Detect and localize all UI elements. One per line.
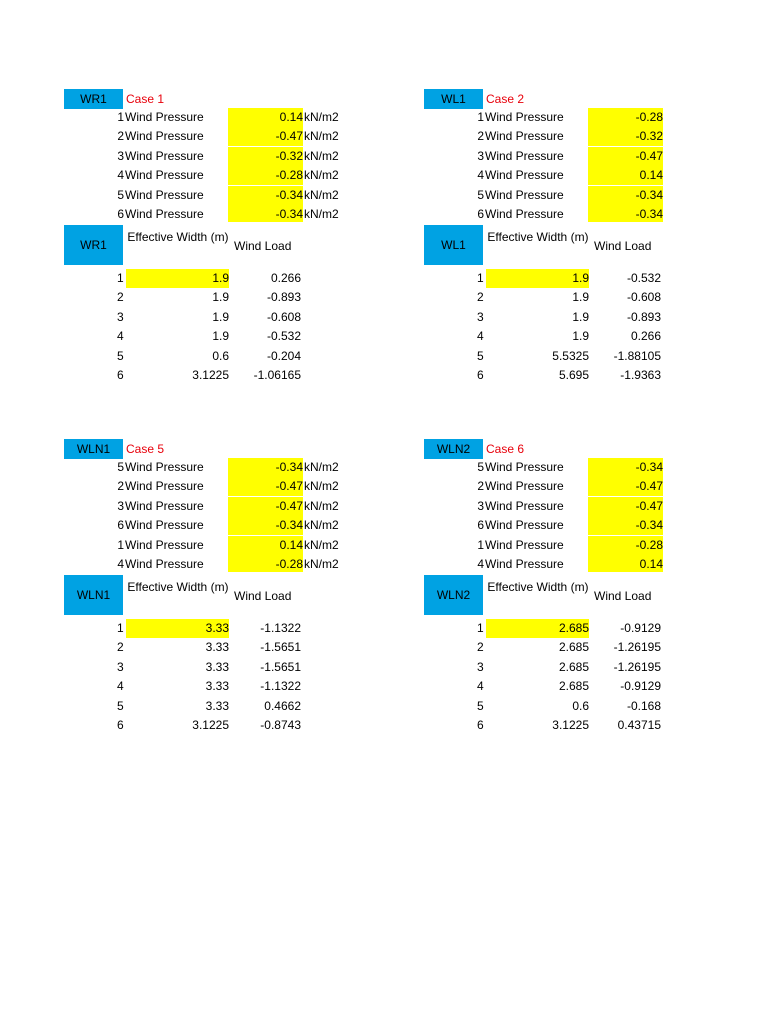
row-number: 3 <box>477 659 484 674</box>
pressure-index: 5 <box>477 460 484 474</box>
pressure-unit: kN/m2 <box>304 537 339 552</box>
wind-load-cell: -0.9129 <box>620 621 661 635</box>
row-number: 5 <box>117 698 124 713</box>
pressure-index: 2 <box>477 129 484 144</box>
wind-load-cell: -0.893 <box>626 309 661 324</box>
pressure-label: Wind Pressure <box>125 518 204 533</box>
effective-width-header: Effective Width (m) <box>487 580 589 594</box>
pressure-label: Wind Pressure <box>125 168 204 183</box>
row-number: 1 <box>117 621 124 635</box>
wind-load-cell: -0.204 <box>266 348 301 363</box>
effective-width-header: Effective Width (m) <box>487 230 589 244</box>
pressure-label: Wind Pressure <box>485 187 564 202</box>
row-number: 5 <box>477 348 484 363</box>
wind-load-cell: -1.06165 <box>253 368 301 382</box>
pressure-unit: kN/m2 <box>304 168 339 183</box>
wind-load-header: Wind Load <box>234 239 292 253</box>
pressure-value-cell[interactable]: 0.14 <box>228 108 303 127</box>
wind-load-cell: -0.608 <box>626 290 661 305</box>
pressure-label: Wind Pressure <box>125 557 204 571</box>
row-number: 6 <box>477 368 484 382</box>
row-number: 5 <box>477 698 484 713</box>
pressure-label: Wind Pressure <box>485 460 564 474</box>
pressure-index: 4 <box>477 168 484 183</box>
pressure-unit: kN/m2 <box>304 187 339 202</box>
row-number: 6 <box>117 718 124 732</box>
pressure-index: 2 <box>477 479 484 494</box>
effective-width-cell[interactable]: 5.5325 <box>552 348 589 363</box>
pressure-value-cell[interactable]: -0.34 <box>228 205 303 222</box>
wind-load-header: Wind Load <box>234 589 292 603</box>
pressure-index: 1 <box>117 110 124 124</box>
row-number: 4 <box>117 329 124 344</box>
effective-width-cell[interactable]: 1.9 <box>212 290 229 305</box>
wind-load-header: Wind Load <box>594 239 652 253</box>
pressure-label: Wind Pressure <box>485 498 564 513</box>
pressure-unit: kN/m2 <box>304 148 339 163</box>
effective-width-cell[interactable]: 0.6 <box>212 348 229 363</box>
pressure-value-cell[interactable]: -0.32 <box>228 147 303 166</box>
pressure-index: 6 <box>117 207 124 221</box>
row-number: 3 <box>117 659 124 674</box>
case-tag[interactable]: WLN1 <box>64 439 123 459</box>
pressure-value-cell[interactable]: -0.28 <box>228 555 303 572</box>
pressure-label: Wind Pressure <box>125 129 204 144</box>
pressure-value-cell[interactable]: -0.47 <box>588 497 663 516</box>
pressure-index: 6 <box>477 207 484 221</box>
pressure-unit: kN/m2 <box>304 207 339 221</box>
wind-load-cell: 0.266 <box>270 271 301 285</box>
pressure-unit: kN/m2 <box>304 518 339 533</box>
pressure-value-cell[interactable]: -0.47 <box>588 147 663 166</box>
effective-width-cell[interactable]: 3.1225 <box>192 368 229 382</box>
effective-width-cell[interactable]: 3.33 <box>205 640 229 655</box>
pressure-label: Wind Pressure <box>485 557 564 571</box>
wind-load-cell: -0.8743 <box>260 718 301 732</box>
effective-width-cell[interactable]: 3.1225 <box>192 718 229 732</box>
pressure-label: Wind Pressure <box>125 110 204 124</box>
pressure-label: Wind Pressure <box>125 479 204 494</box>
pressure-index: 3 <box>117 148 124 163</box>
row-number: 1 <box>477 271 484 285</box>
pressure-label: Wind Pressure <box>125 537 204 552</box>
effective-width-cell[interactable]: 3.33 <box>205 679 229 694</box>
pressure-unit: kN/m2 <box>304 498 339 513</box>
wind-load-cell: 0.4662 <box>264 698 301 713</box>
pressure-index: 5 <box>117 460 124 474</box>
pressure-value-cell[interactable]: -0.47 <box>228 497 303 516</box>
pressure-label: Wind Pressure <box>125 207 204 221</box>
pressure-label: Wind Pressure <box>485 148 564 163</box>
wind-load-cell: -1.26195 <box>613 659 661 674</box>
pressure-value-cell[interactable]: -0.34 <box>588 186 663 205</box>
row-number: 2 <box>117 640 124 655</box>
pressure-value-cell[interactable]: 0.14 <box>588 166 663 185</box>
effective-width-header: Effective Width (m) <box>127 580 229 594</box>
pressure-label: Wind Pressure <box>485 537 564 552</box>
wind-load-cell: -1.88105 <box>613 348 661 363</box>
wind-load-cell: -1.5651 <box>260 640 301 655</box>
case-block <box>424 89 724 389</box>
pressure-value-cell[interactable]: -0.28 <box>588 108 663 127</box>
pressure-unit: kN/m2 <box>304 479 339 494</box>
pressure-value-cell[interactable]: -0.34 <box>228 516 303 535</box>
pressure-value-cell[interactable]: -0.32 <box>588 127 663 146</box>
effective-width-cell[interactable]: 1.9 <box>126 269 229 288</box>
pressure-index: 1 <box>117 537 124 552</box>
effective-width-cell[interactable]: 5.695 <box>558 368 589 382</box>
effective-width-cell[interactable]: 2.685 <box>558 679 589 694</box>
pressure-index: 4 <box>117 168 124 183</box>
table-tag[interactable]: WR1 <box>64 225 123 265</box>
case-label: Case 6 <box>486 442 525 456</box>
effective-width-cell[interactable]: 2.685 <box>486 619 589 638</box>
pressure-label: Wind Pressure <box>485 479 564 494</box>
pressure-unit: kN/m2 <box>304 557 339 571</box>
effective-width-cell[interactable]: 2.685 <box>558 640 589 655</box>
pressure-value-cell[interactable]: -0.34 <box>588 205 663 222</box>
effective-width-cell[interactable]: 1.9 <box>572 290 589 305</box>
wind-load-cell: -1.1322 <box>260 679 301 694</box>
effective-width-cell[interactable]: 3.1225 <box>552 718 589 732</box>
pressure-index: 6 <box>117 518 124 533</box>
wind-load-cell: -1.1322 <box>260 621 301 635</box>
pressure-unit: kN/m2 <box>304 110 339 124</box>
row-number: 3 <box>477 309 484 324</box>
case-tag[interactable]: WL1 <box>424 89 483 109</box>
effective-width-cell[interactable]: 3.33 <box>205 659 229 674</box>
row-number: 4 <box>477 679 484 694</box>
wind-load-cell: -0.532 <box>266 329 301 344</box>
pressure-index: 3 <box>117 498 124 513</box>
pressure-label: Wind Pressure <box>485 110 564 124</box>
wind-load-cell: -0.168 <box>626 698 661 713</box>
effective-width-cell[interactable]: 0.6 <box>572 698 589 713</box>
case-label: Case 5 <box>126 442 165 456</box>
pressure-index: 6 <box>477 518 484 533</box>
wind-load-cell: -0.9129 <box>620 679 661 694</box>
pressure-value-cell[interactable]: -0.34 <box>228 458 303 477</box>
case-block <box>64 89 364 389</box>
pressure-index: 3 <box>477 148 484 163</box>
effective-width-cell[interactable]: 1.9 <box>486 269 589 288</box>
row-number: 3 <box>117 309 124 324</box>
pressure-value-cell[interactable]: -0.47 <box>228 127 303 146</box>
effective-width-header: Effective Width (m) <box>127 230 229 244</box>
row-number: 1 <box>117 271 124 285</box>
case-tag[interactable]: WR1 <box>64 89 123 109</box>
pressure-index: 5 <box>117 187 124 202</box>
pressure-unit: kN/m2 <box>304 460 339 474</box>
pressure-index: 1 <box>477 110 484 124</box>
case-block <box>424 439 724 739</box>
pressure-index: 4 <box>477 557 484 571</box>
row-number: 2 <box>477 640 484 655</box>
wind-load-cell: -0.532 <box>626 271 661 285</box>
effective-width-cell[interactable]: 2.685 <box>558 659 589 674</box>
pressure-value-cell[interactable]: -0.28 <box>588 536 663 555</box>
row-number: 1 <box>477 621 484 635</box>
pressure-index: 5 <box>477 187 484 202</box>
effective-width-cell[interactable]: 3.33 <box>126 619 229 638</box>
pressure-label: Wind Pressure <box>485 518 564 533</box>
pressure-label: Wind Pressure <box>125 498 204 513</box>
row-number: 6 <box>477 718 484 732</box>
case-label: Case 2 <box>486 92 525 106</box>
pressure-index: 1 <box>477 537 484 552</box>
wind-load-cell: -1.26195 <box>613 640 661 655</box>
pressure-value-cell[interactable]: 0.14 <box>588 555 663 572</box>
case-block <box>64 439 364 739</box>
pressure-label: Wind Pressure <box>125 460 204 474</box>
wind-load-cell: 0.43715 <box>617 718 661 732</box>
table-tag[interactable]: WL1 <box>424 225 483 265</box>
pressure-unit: kN/m2 <box>304 129 339 144</box>
row-number: 2 <box>477 290 484 305</box>
pressure-value-cell[interactable]: -0.34 <box>588 458 663 477</box>
effective-width-cell[interactable]: 1.9 <box>212 329 229 344</box>
row-number: 4 <box>477 329 484 344</box>
wind-load-header: Wind Load <box>594 589 652 603</box>
pressure-value-cell[interactable]: -0.34 <box>588 516 663 535</box>
pressure-index: 2 <box>117 129 124 144</box>
pressure-value-cell[interactable]: -0.47 <box>228 477 303 496</box>
pressure-label: Wind Pressure <box>485 207 564 221</box>
wind-load-cell: -0.893 <box>266 290 301 305</box>
row-number: 5 <box>117 348 124 363</box>
wind-load-cell: 0.266 <box>630 329 661 344</box>
pressure-value-cell[interactable]: 0.14 <box>228 536 303 555</box>
pressure-label: Wind Pressure <box>485 168 564 183</box>
pressure-value-cell[interactable]: -0.47 <box>588 477 663 496</box>
pressure-index: 3 <box>477 498 484 513</box>
case-tag[interactable]: WLN2 <box>424 439 483 459</box>
wind-load-cell: -1.5651 <box>260 659 301 674</box>
table-tag[interactable]: WLN2 <box>424 575 483 615</box>
row-number: 6 <box>117 368 124 382</box>
pressure-value-cell[interactable]: -0.34 <box>228 186 303 205</box>
effective-width-cell[interactable]: 3.33 <box>205 698 229 713</box>
row-number: 4 <box>117 679 124 694</box>
effective-width-cell[interactable]: 1.9 <box>572 309 589 324</box>
pressure-label: Wind Pressure <box>125 148 204 163</box>
pressure-label: Wind Pressure <box>125 187 204 202</box>
pressure-index: 4 <box>117 557 124 571</box>
pressure-index: 2 <box>117 479 124 494</box>
effective-width-cell[interactable]: 1.9 <box>572 329 589 344</box>
row-number: 2 <box>117 290 124 305</box>
pressure-label: Wind Pressure <box>485 129 564 144</box>
wind-load-cell: -0.608 <box>266 309 301 324</box>
pressure-value-cell[interactable]: -0.28 <box>228 166 303 185</box>
wind-load-cell: -1.9363 <box>620 368 661 382</box>
table-tag[interactable]: WLN1 <box>64 575 123 615</box>
case-label: Case 1 <box>126 92 165 106</box>
effective-width-cell[interactable]: 1.9 <box>212 309 229 324</box>
